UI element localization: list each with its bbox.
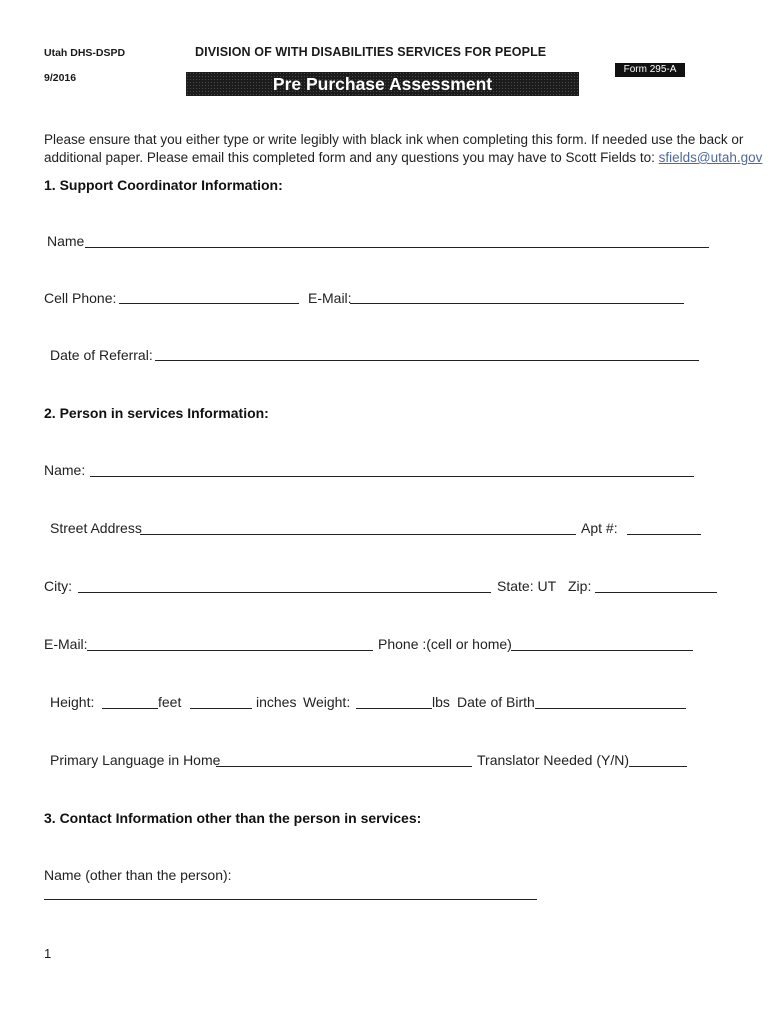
agency-label: Utah DHS-DSPD [44,47,126,59]
intro-line-2-text: additional paper. Please email this completed form and any questions you may have to Scott Fields to: [44,150,659,165]
apt-field[interactable] [627,534,701,535]
weight-field[interactable] [356,708,432,709]
phone-label: Phone :(cell or home) [378,636,512,652]
page-title: Pre Purchase Assessment [186,72,579,96]
referral-date-field[interactable] [155,360,699,361]
section-2-heading: 2. Person in services Information: [44,405,269,421]
referral-date-label: Date of Referral: [50,347,153,363]
intro-line-1: Please ensure that you either type or write legibly with black ink when completing this form. If needed use the back or [44,132,744,147]
street-address-label: Street Address [50,520,142,536]
person-email-label: E-Mail: [44,636,88,652]
cell-phone-field[interactable] [119,303,299,304]
form-number-badge: Form 295-A [615,63,685,77]
city-field[interactable] [78,592,491,593]
form-date: 9/2016 [44,72,77,84]
dob-field[interactable] [535,708,686,709]
coordinator-email-field[interactable] [350,303,684,304]
page-number: 1 [44,946,52,961]
person-email-field[interactable] [87,650,373,651]
language-field[interactable] [216,766,472,767]
translator-field[interactable] [629,766,687,767]
person-name-field[interactable] [90,476,694,477]
feet-label: feet [158,694,182,710]
division-heading: DIVISION OF WITH DISABILITIES SERVICES FOR PEOPLE [195,45,547,59]
apt-label: Apt #: [581,520,618,536]
street-address-field[interactable] [140,534,576,535]
translator-label: Translator Needed (Y/N) [477,752,629,768]
coordinator-email-label: E-Mail: [308,290,352,306]
language-label: Primary Language in Home [50,752,221,768]
lbs-label: lbs [432,694,450,710]
contact-name-label: Name (other than the person): [44,867,232,883]
coordinator-name-label: Name [47,233,85,249]
weight-label: Weight: [303,694,351,710]
zip-label: Zip: [568,578,592,594]
inches-label: inches [256,694,297,710]
phone-field[interactable] [511,650,693,651]
city-label: City: [44,578,72,594]
dob-label: Date of Birth [457,694,535,710]
zip-field[interactable] [595,592,717,593]
section-3-heading: 3. Contact Information other than the person in services: [44,810,422,826]
state-label: State: UT [497,578,557,594]
section-1-heading: 1. Support Coordinator Information: [44,177,283,193]
intro-line-2 [44,149,762,167]
cell-phone-label: Cell Phone: [44,290,117,306]
person-name-label: Name: [44,462,86,478]
coordinator-name-field[interactable] [85,247,709,248]
contact-name-field[interactable] [44,899,537,900]
height-inches-field[interactable] [190,708,252,709]
height-label: Height: [50,694,95,710]
height-feet-field[interactable] [102,708,158,709]
email-link[interactable]: sfields@utah.gov [658,150,763,165]
